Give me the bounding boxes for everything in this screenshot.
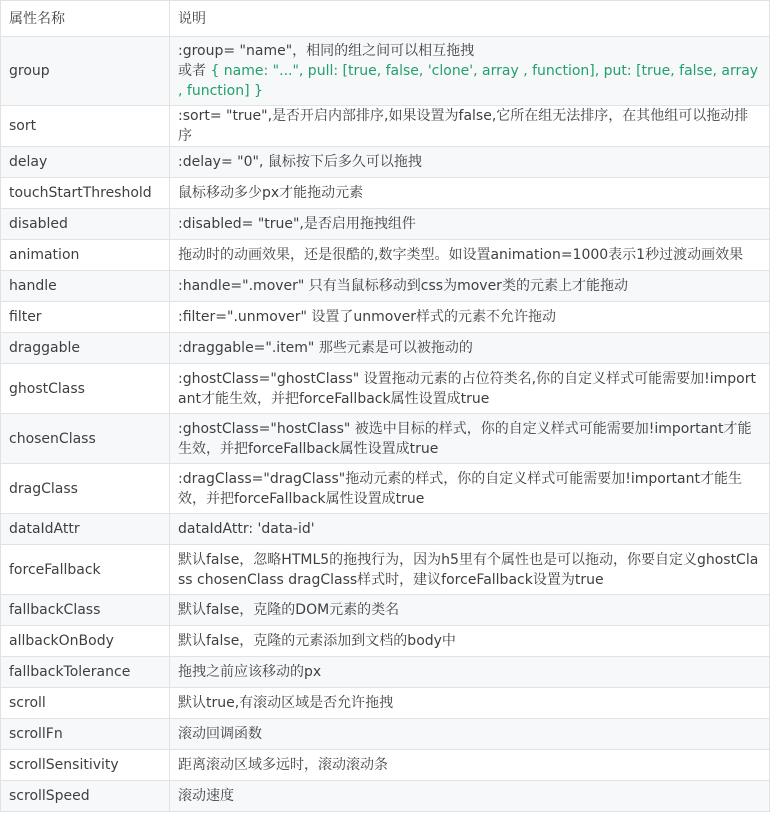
table-row bbox=[1, 364, 770, 414]
property-name: dragClass bbox=[1, 464, 170, 514]
table-row bbox=[1, 240, 770, 271]
property-description: :ghostClass="ghostClass" 设置拖动元素的占位符类名,你的自定义样式可能需要加!important才能生效，并把forceFallback属性设置成true bbox=[170, 364, 770, 414]
table-row bbox=[1, 414, 770, 464]
table-row bbox=[1, 657, 770, 688]
property-description: dataIdAttr: 'data-id' bbox=[170, 514, 770, 545]
property-description: 默认true,有滚动区域是否允许拖拽 bbox=[170, 688, 770, 719]
table-body bbox=[1, 37, 770, 812]
property-name: scrollSensitivity bbox=[1, 750, 170, 781]
table-row bbox=[1, 781, 770, 812]
property-name: fallbackClass bbox=[1, 595, 170, 626]
property-description: :delay= "0", 鼠标按下后多久可以拖拽 bbox=[170, 147, 770, 178]
property-description: 拖拽之前应该移动的px bbox=[170, 657, 770, 688]
property-description: 默认false，忽略HTML5的拖拽行为，因为h5里有个属性也是可以拖动，你要自定义ghostClass chosenClass dragClass样式时，建议forceFallback设置为true bbox=[170, 545, 770, 595]
description-code: { name: "...", pull: [true, false, 'clone', array , function], put: [true, false, array , function] } bbox=[178, 63, 759, 99]
property-name: draggable bbox=[1, 333, 170, 364]
property-description bbox=[170, 37, 770, 106]
property-description: :handle=".mover" 只有当鼠标移动到css为mover类的元素上才能拖动 bbox=[170, 271, 770, 302]
property-description: :ghostClass="hostClass" 被选中目标的样式，你的自定义样式可能需要加!important才能生效，并把forceFallback属性设置成true bbox=[170, 414, 770, 464]
property-description: 默认false，克隆的DOM元素的类名 bbox=[170, 595, 770, 626]
header-property-name: 属性名称 bbox=[1, 1, 170, 37]
table-row bbox=[1, 302, 770, 333]
property-name: delay bbox=[1, 147, 170, 178]
description-line bbox=[178, 61, 761, 101]
property-description: :sort= "true",是否开启内部排序,如果设置为false,它所在组无法排序，在其他组可以拖动排序 bbox=[170, 106, 770, 147]
property-description: :dragClass="dragClass"拖动元素的样式，你的自定义样式可能需要加!important才能生效，并把forceFallback属性设置成true bbox=[170, 464, 770, 514]
description-line: :group= "name"，相同的组之间可以相互拖拽 bbox=[178, 43, 475, 59]
property-name: filter bbox=[1, 302, 170, 333]
property-name: animation bbox=[1, 240, 170, 271]
property-name: allbackOnBody bbox=[1, 626, 170, 657]
property-name: handle bbox=[1, 271, 170, 302]
property-name: chosenClass bbox=[1, 414, 170, 464]
property-name: touchStartThreshold bbox=[1, 178, 170, 209]
property-description: 滚动速度 bbox=[170, 781, 770, 812]
table-row bbox=[1, 514, 770, 545]
table-row bbox=[1, 147, 770, 178]
property-name: group bbox=[1, 37, 170, 106]
property-name: disabled bbox=[1, 209, 170, 240]
property-name: scroll bbox=[1, 688, 170, 719]
property-description: 滚动回调函数 bbox=[170, 719, 770, 750]
header-description: 说明 bbox=[170, 1, 770, 37]
table-row bbox=[1, 626, 770, 657]
table-row bbox=[1, 464, 770, 514]
table-row bbox=[1, 333, 770, 364]
table-row bbox=[1, 545, 770, 595]
table-row bbox=[1, 271, 770, 302]
property-description: 拖动时的动画效果，还是很酷的,数字类型。如设置animation=1000表示1秒过渡动画效果 bbox=[170, 240, 770, 271]
table-row bbox=[1, 178, 770, 209]
table-row bbox=[1, 595, 770, 626]
property-name: scrollFn bbox=[1, 719, 170, 750]
table-header bbox=[1, 1, 770, 37]
property-description: 默认false，克隆的元素添加到文档的body中 bbox=[170, 626, 770, 657]
property-description: 距离滚动区域多远时，滚动滚动条 bbox=[170, 750, 770, 781]
table-row bbox=[1, 209, 770, 240]
table-row bbox=[1, 719, 770, 750]
table-row bbox=[1, 37, 770, 106]
property-description: :filter=".unmover" 设置了unmover样式的元素不允许拖动 bbox=[170, 302, 770, 333]
property-name: forceFallback bbox=[1, 545, 170, 595]
table-row bbox=[1, 688, 770, 719]
property-description: :disabled= "true",是否启用拖拽组件 bbox=[170, 209, 770, 240]
table-row bbox=[1, 750, 770, 781]
property-name: ghostClass bbox=[1, 364, 170, 414]
table-row bbox=[1, 106, 770, 147]
property-name: fallbackTolerance bbox=[1, 657, 170, 688]
property-name: sort bbox=[1, 106, 170, 147]
property-description: :draggable=".item" 那些元素是可以被拖动的 bbox=[170, 333, 770, 364]
property-name: scrollSpeed bbox=[1, 781, 170, 812]
header-row bbox=[1, 1, 770, 37]
description-prefix: 或者 bbox=[178, 63, 206, 79]
property-name: dataIdAttr bbox=[1, 514, 170, 545]
property-description: 鼠标移动多少px才能拖动元素 bbox=[170, 178, 770, 209]
